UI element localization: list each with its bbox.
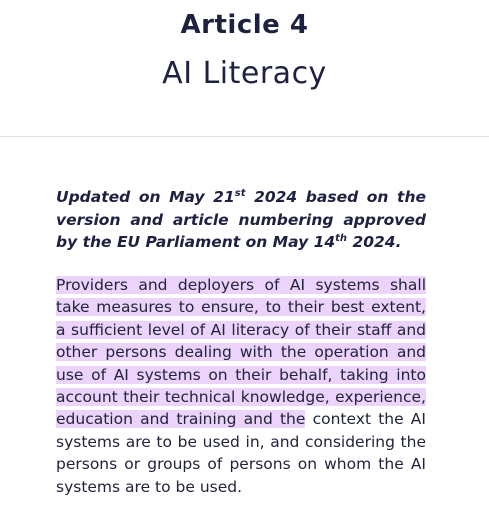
update-note-sup1: st xyxy=(234,187,246,199)
update-note-part3: 2024. xyxy=(347,233,402,251)
update-note-part1: Updated on May 21 xyxy=(56,188,235,206)
article-title: AI Literacy xyxy=(162,56,327,91)
article-number: Article 4 xyxy=(180,10,309,40)
highlighted-text[interactable]: Providers and deployers of AI systems shall take measures to ensure, to their best extent, a sufficient level of AI literacy of their staff and other persons dealing with the operation and use of AI systems on their behalf, taking into account their technical knowledge, experience, education and training and the xyxy=(56,276,426,429)
update-note xyxy=(56,186,426,254)
update-note-sup2: th xyxy=(335,232,348,244)
body-text: context the AI systems are to be used in, and considering the persons or groups of persons on whom the AI systems are to be used. xyxy=(56,410,426,496)
update-note-part2: 2024 based on the version and article numbering approved by the EU Parliament on May 14 xyxy=(56,188,426,251)
article-body-paragraph xyxy=(56,274,426,498)
divider xyxy=(0,136,489,137)
